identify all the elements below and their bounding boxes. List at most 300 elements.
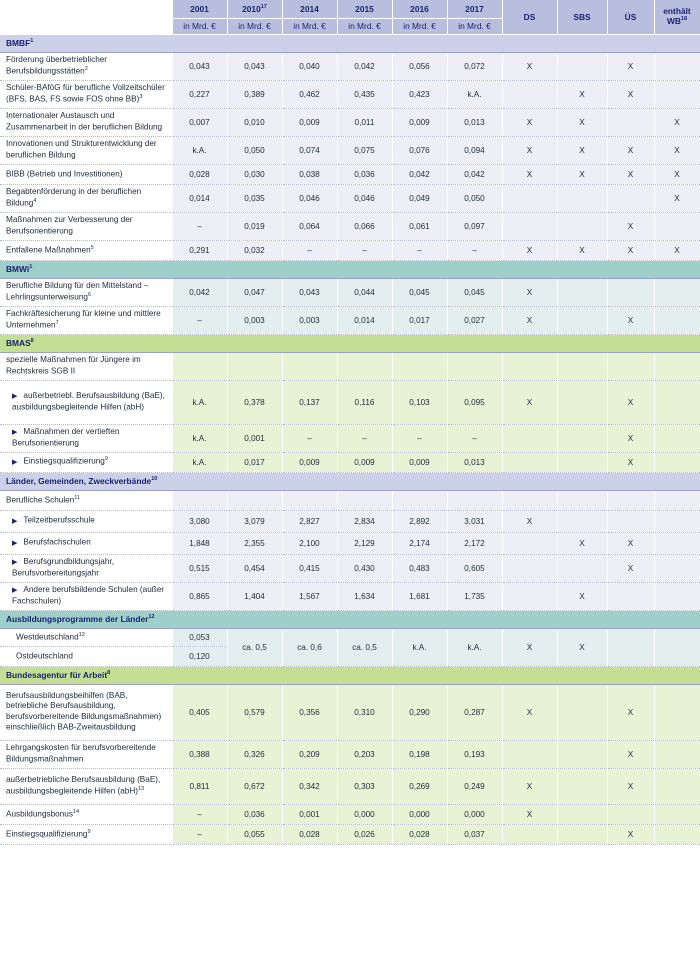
value-cell: 0,050: [447, 184, 502, 212]
value-cell: 0,036: [227, 804, 282, 824]
row-label: [0, 240, 172, 260]
value-cell: 0,042: [392, 164, 447, 184]
section-title-text: Ausbildungsprogramme der Länder: [6, 614, 149, 624]
value-cell: 2,174: [392, 532, 447, 554]
table-row: [0, 532, 700, 554]
marker-cell: X: [502, 136, 557, 164]
marker-cell: [607, 490, 654, 510]
marker-cell: [502, 532, 557, 554]
table-row: [0, 80, 700, 108]
footnote-ref: 1: [30, 38, 34, 45]
marker-cell: [502, 452, 557, 472]
marker-cell: X: [607, 306, 654, 334]
value-cell: 0,061: [392, 212, 447, 240]
row-label: [0, 352, 172, 380]
row-label-text: Maßnahmen der vertieften Berufsorientierung: [12, 427, 120, 448]
table-row: [0, 684, 700, 740]
value-cell: 0,430: [337, 554, 392, 582]
marker-cell: [654, 510, 700, 532]
value-cell: 0,028: [392, 824, 447, 844]
value-cell: 0,056: [392, 52, 447, 80]
value-cell: 0,043: [172, 52, 227, 80]
marker-cell: [502, 554, 557, 582]
value-cell: 0,000: [392, 804, 447, 824]
marker-cell: [654, 380, 700, 424]
marker-cell: X: [502, 510, 557, 532]
table-row: [0, 240, 700, 260]
value-cell: 0,035: [227, 184, 282, 212]
marker-cell: X: [557, 628, 607, 666]
value-cell: 1,735: [447, 582, 502, 610]
value-cell: [392, 490, 447, 510]
value-cell: 0,017: [392, 306, 447, 334]
value-cell: [172, 352, 227, 380]
marker-cell: X: [654, 108, 700, 136]
value-cell: 0,290: [392, 684, 447, 740]
marker-cell: [654, 490, 700, 510]
marker-cell: [557, 804, 607, 824]
row-label: [0, 768, 172, 804]
row-label-text: Internationaler Austausch und Zusammenarbeit in der beruflichen Bildung: [6, 111, 163, 132]
marker-cell: X: [557, 582, 607, 610]
marker-cell: X: [502, 278, 557, 306]
value-cell: 0,042: [447, 164, 502, 184]
value-cell: 1,848: [172, 532, 227, 554]
marker-cell: [607, 582, 654, 610]
row-label-text: Förderung überbetrieblicher Berufsbildungsstätten: [6, 55, 108, 76]
value-cell: 0,310: [337, 684, 392, 740]
row-label-text: spezielle Maßnahmen für Jüngere im Rechtskreis SGB II: [6, 355, 141, 376]
value-cell: 0,000: [447, 804, 502, 824]
value-cell: 0,017: [227, 452, 282, 472]
marker-cell: [607, 278, 654, 306]
value-cell: 3,080: [172, 510, 227, 532]
value-cell: [447, 352, 502, 380]
row-label-text: Innovationen und Strukturentwicklung der beruflichen Bildung: [6, 139, 157, 160]
marker-cell: [557, 768, 607, 804]
marker-cell: X: [607, 52, 654, 80]
value-cell: 0,579: [227, 684, 282, 740]
row-label-text: Berufliche Bildung für den Mittelstand – Lehrlingsunterweisung: [6, 281, 149, 302]
marker-cell: X: [607, 824, 654, 844]
bullet-arrow-icon: ▶: [12, 458, 18, 466]
table-row: [0, 452, 700, 472]
row-label: [0, 452, 172, 472]
year-header: 2015: [337, 0, 392, 18]
value-cell: k.A.: [172, 380, 227, 424]
row-label: [0, 684, 172, 740]
marker-cell: [607, 804, 654, 824]
marker-cell: [502, 740, 557, 768]
marker-cell: [607, 108, 654, 136]
row-label: [0, 306, 172, 334]
table-row: [0, 740, 700, 768]
section-title-text: BMAS: [6, 338, 31, 348]
value-cell: 0,014: [172, 184, 227, 212]
section-header: [0, 610, 700, 628]
marker-cell: [654, 804, 700, 824]
marker-cell: [607, 352, 654, 380]
value-cell: 2,129: [337, 532, 392, 554]
value-cell: 0,462: [282, 80, 337, 108]
value-cell: 0,026: [337, 824, 392, 844]
row-label-text: Berufliche Schulen: [6, 495, 75, 505]
col-header-us: ÜS: [607, 0, 654, 34]
value-cell: ca. 0,5: [227, 628, 282, 666]
header-corner: [0, 0, 172, 34]
value-cell: 0,415: [282, 554, 337, 582]
value-cell: k.A.: [447, 80, 502, 108]
value-cell: 0,014: [337, 306, 392, 334]
row-label: [0, 532, 172, 554]
footnote-ref: 12: [148, 614, 155, 621]
row-label-text: Einstiegsqualifizierung: [23, 456, 105, 466]
footnote-ref: 4: [33, 197, 37, 204]
footnote-ref: 14: [72, 808, 80, 815]
row-label: [0, 136, 172, 164]
value-cell: [392, 352, 447, 380]
table-row: [0, 164, 700, 184]
row-label-text: Westdeutschland: [16, 632, 79, 642]
value-cell: 0,049: [392, 184, 447, 212]
marker-cell: [557, 554, 607, 582]
row-label-text: Ausbildungsbonus: [6, 809, 73, 819]
marker-cell: X: [557, 532, 607, 554]
value-cell: 2,892: [392, 510, 447, 532]
marker-cell: X: [654, 240, 700, 260]
footnote-ref: 9: [104, 456, 108, 463]
value-cell: 0,076: [392, 136, 447, 164]
value-cell: 0,672: [227, 768, 282, 804]
value-cell: [282, 352, 337, 380]
section-title-text: Bundesagentur für Arbeit: [6, 670, 108, 680]
year-header: 2017: [447, 0, 502, 18]
value-cell: –: [447, 424, 502, 452]
footnote-ref: 1: [29, 264, 33, 271]
marker-cell: [654, 532, 700, 554]
value-cell: 0,120: [172, 646, 227, 666]
row-label-text: Lehrgangskosten für berufsvorbereitende Bildungsmaßnahmen: [6, 743, 156, 764]
marker-cell: X: [502, 804, 557, 824]
value-cell: 0,046: [282, 184, 337, 212]
section-title: [0, 666, 700, 684]
value-cell: –: [172, 804, 227, 824]
value-cell: 0,050: [227, 136, 282, 164]
marker-cell: X: [607, 80, 654, 108]
col-header-wb: enthält WB$^{18}$: [654, 0, 700, 34]
marker-cell: [557, 184, 607, 212]
section-title-text: Länder, Gemeinden, Zweckverbände: [6, 476, 152, 486]
value-cell: 0,042: [172, 278, 227, 306]
marker-cell: X: [607, 136, 654, 164]
value-cell: 0,064: [282, 212, 337, 240]
row-label-text: Berufsgrundbildungsjahr, Berufsvorbereitungsjahr: [12, 557, 114, 578]
marker-cell: X: [502, 380, 557, 424]
value-cell: 0,326: [227, 740, 282, 768]
value-cell: 0,193: [447, 740, 502, 768]
marker-cell: [557, 684, 607, 740]
row-label-text: Begabtenförderung in der beruflichen Bildung: [6, 187, 142, 208]
year-header: 2016: [392, 0, 447, 18]
marker-cell: X: [502, 628, 557, 666]
footnote-ref: 2: [84, 65, 88, 72]
row-label: [0, 554, 172, 582]
row-label: [0, 212, 172, 240]
marker-cell: [502, 352, 557, 380]
bullet-arrow-icon: ▶: [12, 587, 18, 595]
value-cell: 0,605: [447, 554, 502, 582]
marker-cell: X: [557, 164, 607, 184]
bullet-arrow-icon: ▶: [12, 517, 18, 525]
marker-cell: [557, 352, 607, 380]
marker-cell: X: [654, 136, 700, 164]
marker-cell: X: [654, 164, 700, 184]
value-cell: –: [282, 240, 337, 260]
value-cell: 0,007: [172, 108, 227, 136]
value-cell: 0,095: [447, 380, 502, 424]
unit-header: in Mrd. €: [172, 18, 227, 34]
section-header: [0, 666, 700, 684]
value-cell: 0,209: [282, 740, 337, 768]
table-row: [0, 768, 700, 804]
value-cell: –: [447, 240, 502, 260]
marker-cell: X: [607, 452, 654, 472]
year-header: 2010$^{17}$: [227, 0, 282, 18]
row-label-text: Entfallene Maßnahmen: [6, 245, 91, 255]
table-row: [0, 278, 700, 306]
value-cell: 1,681: [392, 582, 447, 610]
value-cell: 1,634: [337, 582, 392, 610]
marker-cell: X: [502, 684, 557, 740]
row-label-text: Berufsfachschulen: [23, 537, 91, 547]
value-cell: 0,074: [282, 136, 337, 164]
row-label-text: Fachkräftesicherung für kleine und mittlere Unternehmen: [6, 309, 161, 330]
row-label-text: Berufsausbildungsbeihilfen (BAB, betriebliche Berufsausbildung, berufsvorbereitende Bildungsmaßnahmen) einschließlich BAB-Zweitausbildung: [6, 691, 162, 732]
value-cell: –: [392, 424, 447, 452]
marker-cell: X: [557, 136, 607, 164]
value-cell: –: [337, 240, 392, 260]
table-row: [0, 352, 700, 380]
marker-cell: [654, 628, 700, 666]
value-cell: 0,388: [172, 740, 227, 768]
value-cell: 0,027: [447, 306, 502, 334]
bullet-arrow-icon: ▶: [12, 539, 18, 547]
marker-cell: [557, 740, 607, 768]
row-label-text: Andere berufsbildende Schulen (außer Fachschulen): [12, 585, 165, 606]
value-cell: 0,435: [337, 80, 392, 108]
row-label: [0, 582, 172, 610]
table-row: [0, 490, 700, 510]
row-label: [0, 108, 172, 136]
footnote-ref: 6: [87, 291, 91, 298]
footnote-ref: 9: [87, 828, 91, 835]
table-row: [0, 824, 700, 844]
row-label-text: außerbetriebl. Berufsausbildung (BaE), ausbildungsbegleitende Hilfen (abH): [12, 391, 165, 412]
marker-cell: [607, 510, 654, 532]
value-cell: 0,287: [447, 684, 502, 740]
value-cell: ca. 0,5: [337, 628, 392, 666]
value-cell: 0,055: [227, 824, 282, 844]
marker-cell: [654, 824, 700, 844]
marker-cell: [557, 452, 607, 472]
section-title-text: BMWi: [6, 264, 30, 274]
table-row: [0, 184, 700, 212]
table-row: [0, 804, 700, 824]
row-label: [0, 628, 172, 646]
section-header: [0, 472, 700, 490]
table-row: [0, 424, 700, 452]
marker-cell: X: [502, 240, 557, 260]
section-title: [0, 334, 700, 352]
value-cell: 0,045: [447, 278, 502, 306]
value-cell: 0,028: [282, 824, 337, 844]
marker-cell: [557, 510, 607, 532]
value-cell: 0,137: [282, 380, 337, 424]
value-cell: 2,355: [227, 532, 282, 554]
marker-cell: [502, 184, 557, 212]
marker-cell: X: [557, 80, 607, 108]
value-cell: [282, 490, 337, 510]
value-cell: 0,009: [282, 452, 337, 472]
value-cell: 3,079: [227, 510, 282, 532]
value-cell: 3,031: [447, 510, 502, 532]
section-header: [0, 34, 700, 52]
marker-cell: X: [557, 108, 607, 136]
table-row: [0, 212, 700, 240]
marker-cell: [557, 380, 607, 424]
table-row: [0, 628, 700, 646]
bullet-arrow-icon: ▶: [12, 393, 18, 401]
value-cell: 0,003: [227, 306, 282, 334]
value-cell: 0,072: [447, 52, 502, 80]
section-title: [0, 472, 700, 490]
marker-cell: [654, 582, 700, 610]
year-header: 2014: [282, 0, 337, 18]
marker-cell: [654, 212, 700, 240]
table-body: [0, 34, 700, 844]
marker-cell: [557, 278, 607, 306]
marker-cell: [654, 80, 700, 108]
bullet-arrow-icon: ▶: [12, 559, 18, 567]
marker-cell: [502, 824, 557, 844]
value-cell: 0,028: [172, 164, 227, 184]
marker-cell: [557, 212, 607, 240]
row-label-text: Einstiegsqualifizierung: [6, 829, 88, 839]
marker-cell: X: [607, 212, 654, 240]
value-cell: 0,042: [337, 52, 392, 80]
value-cell: 0,010: [227, 108, 282, 136]
value-cell: –: [337, 424, 392, 452]
marker-cell: [502, 490, 557, 510]
marker-cell: X: [607, 532, 654, 554]
value-cell: [227, 352, 282, 380]
marker-cell: [557, 824, 607, 844]
value-cell: 0,009: [337, 452, 392, 472]
section-header: [0, 334, 700, 352]
value-cell: 0,269: [392, 768, 447, 804]
value-cell: 2,100: [282, 532, 337, 554]
unit-header: in Mrd. €: [447, 18, 502, 34]
value-cell: 0,037: [447, 824, 502, 844]
marker-cell: [654, 352, 700, 380]
marker-cell: [502, 80, 557, 108]
value-cell: ca. 0,6: [282, 628, 337, 666]
row-label-text: Schüler-BAföG für berufliche Vollzeitschüler (BFS, BAS, FS sowie FOS ohne BB): [6, 83, 165, 104]
value-cell: 0,030: [227, 164, 282, 184]
marker-cell: [557, 306, 607, 334]
value-cell: 0,009: [392, 452, 447, 472]
marker-cell: [654, 278, 700, 306]
value-cell: 0,003: [282, 306, 337, 334]
section-title: [0, 610, 700, 628]
marker-cell: X: [607, 554, 654, 582]
footnote-ref: 10: [151, 476, 158, 483]
table-row: [0, 108, 700, 136]
marker-cell: [502, 212, 557, 240]
marker-cell: X: [607, 768, 654, 804]
value-cell: 0,454: [227, 554, 282, 582]
value-cell: [172, 490, 227, 510]
section-title: [0, 34, 700, 52]
table-row: [0, 510, 700, 532]
marker-cell: [654, 554, 700, 582]
value-cell: 0,103: [392, 380, 447, 424]
value-cell: 0,040: [282, 52, 337, 80]
value-cell: 0,001: [282, 804, 337, 824]
row-label: [0, 52, 172, 80]
row-label-text: Teilzeitberufsschule: [23, 515, 95, 525]
value-cell: 0,032: [227, 240, 282, 260]
marker-cell: X: [607, 240, 654, 260]
row-label: [0, 278, 172, 306]
table-row: [0, 554, 700, 582]
value-cell: –: [172, 306, 227, 334]
col-header-sbs: SBS: [557, 0, 607, 34]
marker-cell: X: [502, 108, 557, 136]
row-label: [0, 490, 172, 510]
footnote-ref: 7: [55, 319, 59, 326]
value-cell: 0,043: [282, 278, 337, 306]
row-label: [0, 824, 172, 844]
value-cell: k.A.: [172, 452, 227, 472]
footnote-ref: 3: [139, 93, 143, 100]
value-cell: 0,249: [447, 768, 502, 804]
footnote-ref: 8: [30, 338, 34, 345]
table-row: [0, 136, 700, 164]
value-cell: [337, 490, 392, 510]
value-cell: 0,011: [337, 108, 392, 136]
value-cell: k.A.: [172, 136, 227, 164]
value-cell: –: [172, 824, 227, 844]
value-cell: 0,045: [392, 278, 447, 306]
table-row: [0, 380, 700, 424]
marker-cell: X: [654, 184, 700, 212]
value-cell: 0,303: [337, 768, 392, 804]
value-cell: –: [282, 424, 337, 452]
value-cell: 0,001: [227, 424, 282, 452]
marker-cell: [654, 740, 700, 768]
unit-header: in Mrd. €: [282, 18, 337, 34]
value-cell: 0,066: [337, 212, 392, 240]
value-cell: 0,389: [227, 80, 282, 108]
value-cell: 0,038: [282, 164, 337, 184]
marker-cell: X: [607, 684, 654, 740]
row-label-text: Maßnahmen zur Verbesserung der Berufsorientierung: [6, 215, 133, 236]
value-cell: 0,203: [337, 740, 392, 768]
value-cell: 0,043: [227, 52, 282, 80]
table-row: [0, 582, 700, 610]
value-cell: 2,172: [447, 532, 502, 554]
